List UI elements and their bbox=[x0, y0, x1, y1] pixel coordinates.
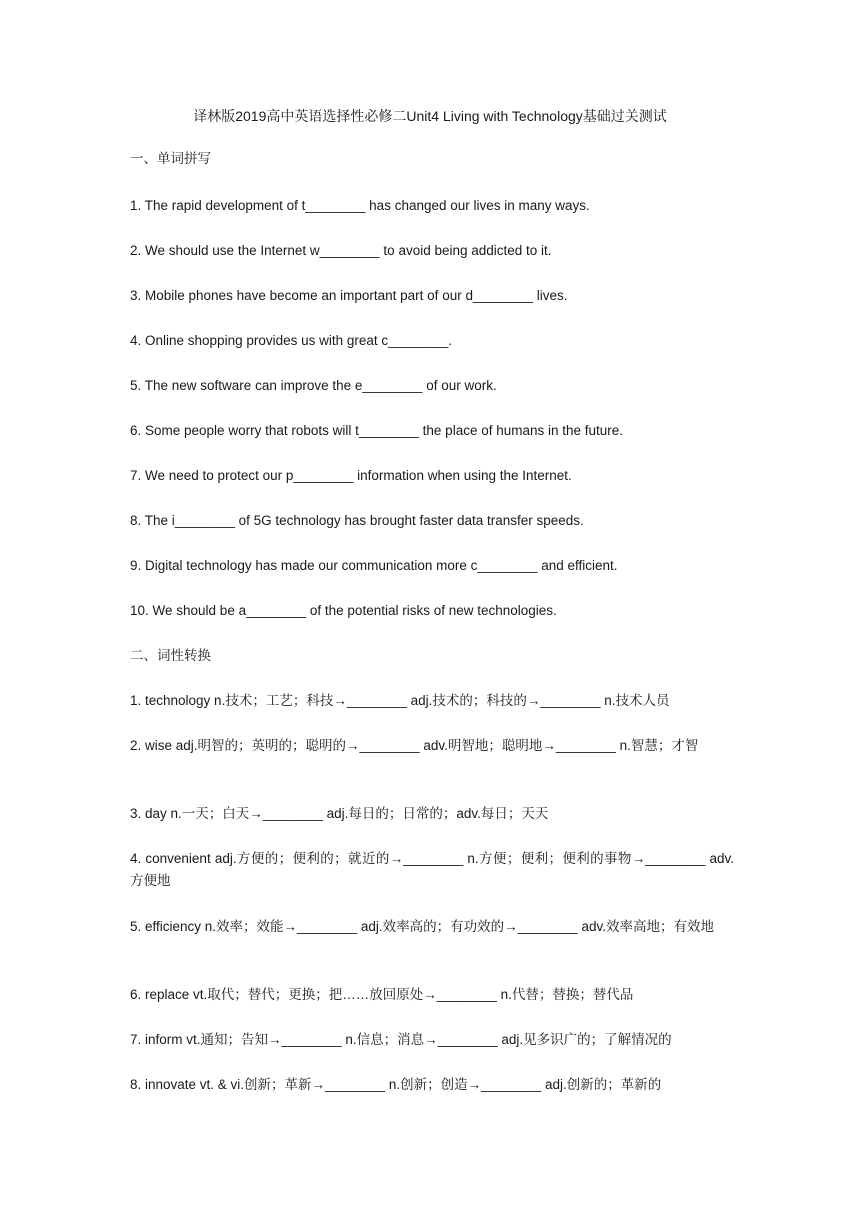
word-form-question-4: 4. convenient adj.方便的；便利的；就近的→________ n.方便；便利；便利的事物→________ adv.方便地 bbox=[130, 851, 734, 888]
word-form-question-5: 5. efficiency n.效率；效能→________ adj.效率高的；有功效的→________ adv.效率高地；有效地 bbox=[130, 919, 714, 934]
spelling-question-3: 3. Mobile phones have become an important part of our d________ lives. bbox=[130, 288, 568, 303]
section-heading-word-forms: 二、词性转换 bbox=[130, 648, 211, 663]
spelling-question-6: 6. Some people worry that robots will t________ the place of humans in the future. bbox=[130, 423, 624, 438]
spelling-question-7: 7. We need to protect our p________ information when using the Internet. bbox=[130, 468, 572, 483]
section-heading-spelling: 一、单词拼写 bbox=[130, 151, 211, 166]
spelling-question-4: 4. Online shopping provides us with great c________. bbox=[130, 333, 452, 348]
word-form-question-7: 7. inform vt.通知；告知→________ n.信息；消息→________ adj.见多识广的；了解情况的 bbox=[130, 1032, 672, 1047]
spelling-question-5: 5. The new software can improve the e________ of our work. bbox=[130, 378, 497, 393]
spelling-question-8: 8. The i________ of 5G technology has brought faster data transfer speeds. bbox=[130, 513, 584, 528]
word-form-question-1: 1. technology n.技术；工艺；科技→________ adj.技术的；科技的→________ n.技术人员 bbox=[130, 693, 670, 708]
word-form-question-2: 2. wise adj.明智的；英明的；聪明的→________ adv.明智地；聪明地→________ n.智慧；才智 bbox=[130, 738, 699, 753]
document-title: 译林版2019高中英语选择性必修二Unit4 Living with Technology基础过关测试 bbox=[193, 108, 667, 124]
spelling-question-9: 9. Digital technology has made our communication more c________ and efficient. bbox=[130, 558, 618, 573]
spelling-question-2: 2. We should use the Internet w________ to avoid being addicted to it. bbox=[130, 243, 552, 258]
word-form-question-8: 8. innovate vt. & vi.创新；革新→________ n.创新；创造→________ adj.创新的；革新的 bbox=[130, 1077, 662, 1092]
word-form-question-3: 3. day n.一天；白天→________ adj.每日的；日常的；adv.每日；天天 bbox=[130, 806, 549, 821]
word-form-question-6: 6. replace vt.取代；替代；更换；把……放回原处→________ n.代替；替换；替代品 bbox=[130, 987, 634, 1002]
spelling-question-1: 1. The rapid development of t________ has changed our lives in many ways. bbox=[130, 198, 590, 213]
spelling-question-10: 10. We should be a________ of the potential risks of new technologies. bbox=[130, 603, 557, 618]
